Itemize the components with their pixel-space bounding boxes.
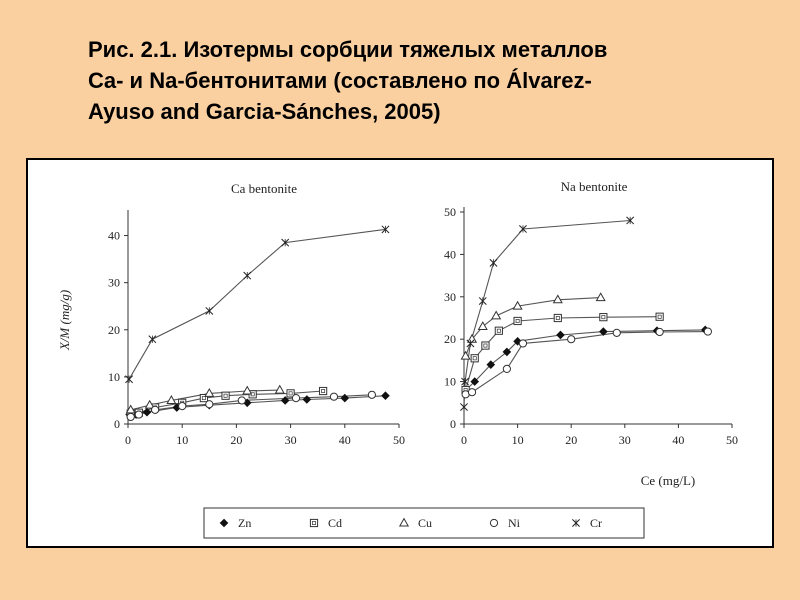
ca-chart-title: Ca bentonite xyxy=(230,181,298,196)
na-point-cu xyxy=(554,295,562,302)
legend-label-cr: Cr xyxy=(590,516,602,530)
na-point-cd xyxy=(495,327,502,334)
legend-marker-cr xyxy=(572,519,579,526)
title-line-3: Ayuso and Garcia-Sánches, 2005) xyxy=(88,99,441,124)
na-point-ni xyxy=(704,328,711,335)
na-point-ni xyxy=(519,340,526,347)
ca-point-ni xyxy=(292,394,299,401)
na-point-ni xyxy=(468,389,475,396)
ca-x-tick-label: 30 xyxy=(284,433,297,447)
na-x-tick-label: 40 xyxy=(672,433,685,447)
legend-label-zn: Zn xyxy=(238,516,252,530)
ca-axes xyxy=(128,210,399,424)
na-point-cu xyxy=(479,322,487,329)
na-y-tick-label: 50 xyxy=(444,205,456,219)
slide-title xyxy=(88,34,768,127)
na-point-ni xyxy=(503,365,510,372)
isotherm-figure xyxy=(28,160,772,546)
na-x-tick-label: 30 xyxy=(618,433,631,447)
na-x-tick-label: 0 xyxy=(461,433,467,447)
legend-marker-cu xyxy=(400,519,408,526)
na-point-cd xyxy=(482,342,489,349)
na-point-cu xyxy=(492,311,500,318)
ca-point-ni xyxy=(179,402,186,409)
ca-series-line-cr xyxy=(129,229,385,379)
legend-label-cd: Cd xyxy=(328,516,343,530)
na-point-cd xyxy=(514,317,521,324)
legend-label-ni: Ni xyxy=(508,516,520,530)
na-y-tick-label: 0 xyxy=(450,417,456,431)
na-point-cd xyxy=(554,314,561,321)
ca-point-ni xyxy=(127,413,134,420)
na-point-cr xyxy=(479,297,486,304)
na-x-tick-label: 10 xyxy=(511,433,524,447)
ca-x-tick-label: 10 xyxy=(176,433,189,447)
legend-marker-ni xyxy=(490,519,497,526)
na-point-cd xyxy=(600,314,607,321)
ca-point-cd xyxy=(320,387,327,394)
na-series-line-zn xyxy=(466,330,706,390)
ca-y-tick-label: 30 xyxy=(108,275,120,290)
ca-y-tick-label: 40 xyxy=(108,228,120,243)
ca-point-ni xyxy=(152,406,159,413)
ca-point-cr xyxy=(149,336,156,343)
ca-point-cr xyxy=(125,376,132,383)
ca-y-tick-label: 0 xyxy=(114,417,120,431)
ca-point-zn xyxy=(382,392,389,399)
ca-point-cr xyxy=(206,307,213,314)
ca-point-ni xyxy=(135,411,142,418)
na-y-tick-label: 30 xyxy=(444,289,456,304)
na-x-axis-label: Ce (mg/L) xyxy=(640,473,696,488)
na-point-zn xyxy=(557,331,564,338)
na-point-ni xyxy=(656,328,663,335)
na-series-line-cd xyxy=(466,317,660,390)
na-y-tick-label: 20 xyxy=(444,332,456,347)
title-line-1: Рис. 2.1. Изотермы сорбции тяжелых металлов xyxy=(88,37,608,62)
ca-point-zn xyxy=(303,396,310,403)
ca-point-cr xyxy=(244,272,251,279)
ca-bentonite-chart xyxy=(57,181,405,447)
ca-x-tick-label: 20 xyxy=(230,433,243,447)
ca-x-tick-label: 40 xyxy=(338,433,351,447)
ca-x-tick-label: 0 xyxy=(125,433,131,447)
na-point-cr xyxy=(490,259,497,266)
ca-point-ni xyxy=(238,397,245,404)
na-bentonite-chart xyxy=(444,179,738,488)
ca-point-ni xyxy=(206,401,213,408)
figure-panel xyxy=(26,158,774,548)
ca-point-ni xyxy=(330,393,337,400)
ca-y-axis-label: X/M (mg/g) xyxy=(57,289,72,351)
na-chart-title: Na bentonite xyxy=(560,179,628,194)
na-point-ni xyxy=(568,336,575,343)
na-point-cr xyxy=(460,403,467,410)
na-x-tick-label: 50 xyxy=(726,433,738,447)
na-point-cd xyxy=(656,313,663,320)
ca-y-tick-label: 20 xyxy=(108,322,120,337)
legend-marker-cd xyxy=(310,519,317,526)
ca-x-tick-label: 50 xyxy=(393,433,405,447)
ca-point-cd xyxy=(222,392,229,399)
na-y-tick-label: 10 xyxy=(444,374,456,389)
na-point-cd xyxy=(471,355,478,362)
legend-marker-zn xyxy=(220,519,227,526)
legend-label-cu: Cu xyxy=(418,516,433,530)
na-x-tick-label: 20 xyxy=(565,433,578,447)
na-point-cu xyxy=(596,293,604,300)
na-series-line-ni xyxy=(466,332,708,395)
title-line-2: Ca- и Na-бентонитами (составлено по Álvarez- xyxy=(88,68,592,93)
ca-y-tick-label: 10 xyxy=(108,369,120,384)
na-point-ni xyxy=(613,329,620,336)
ca-point-ni xyxy=(368,391,375,398)
na-point-cr xyxy=(467,340,474,347)
ca-point-cu xyxy=(276,386,284,393)
na-axes xyxy=(464,207,732,424)
legend xyxy=(204,508,644,538)
na-y-tick-label: 40 xyxy=(444,247,456,262)
